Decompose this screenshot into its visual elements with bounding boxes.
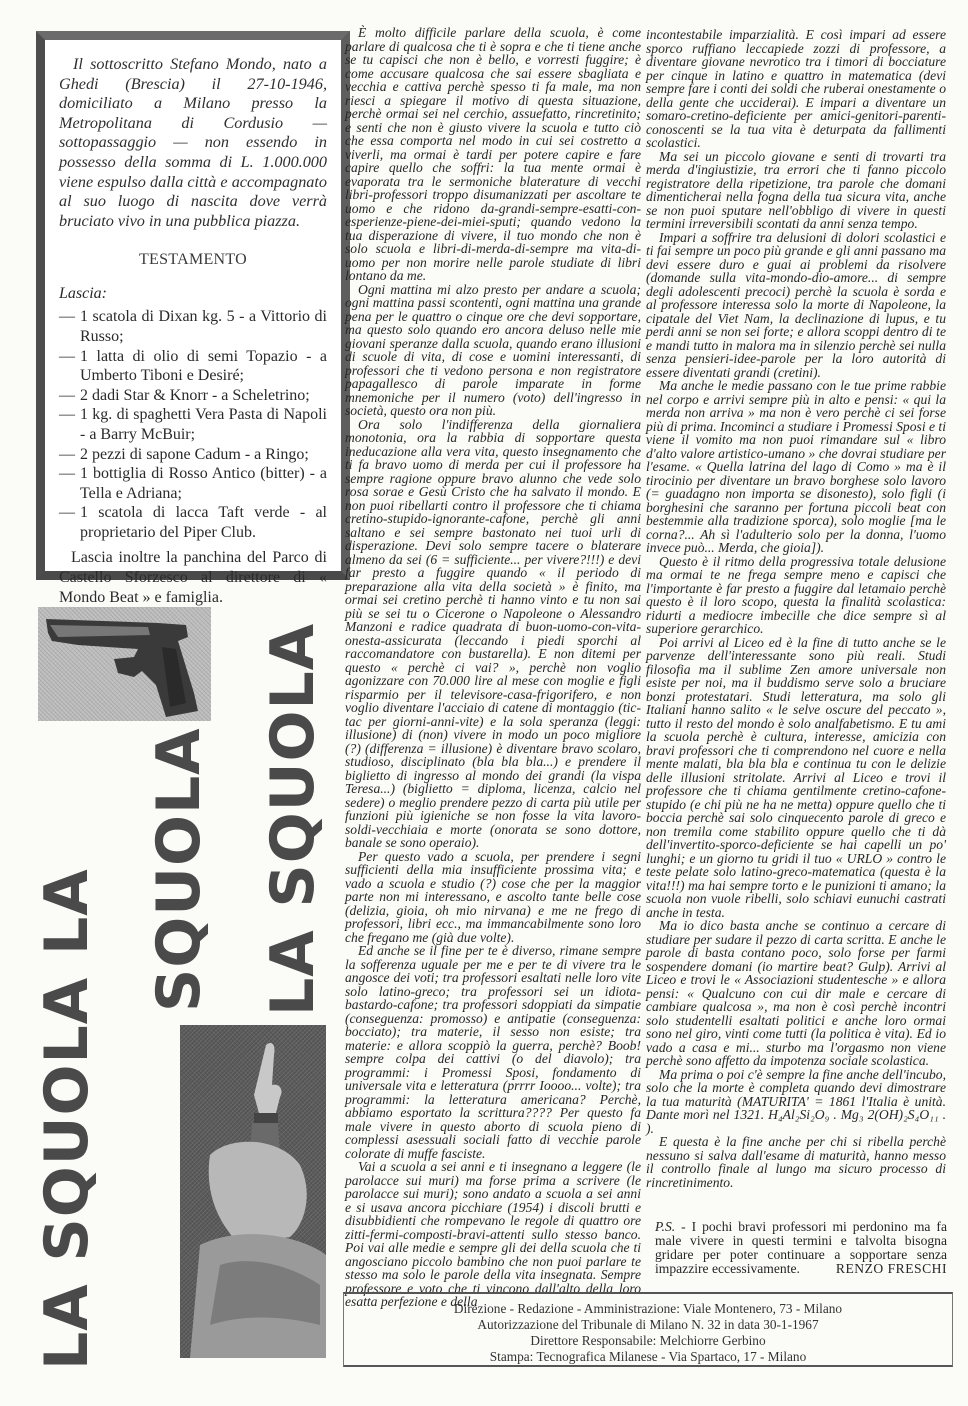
article-column-b [646, 28, 946, 1189]
article-paragraph: Ma anche le medie passano con le tue prime rabbie nel corpo e arrivi sempre più in alto e pensi: « qui la merda non arriva » ma non è vero perchè ci sei forse più di prima. Incominci a studiare i Promessi Sposi e ti viene il vomito ma non puoi rimandare sul « libro d'alto valore artistico-umano » che dovrai studiare per l'esame. « Quella latrina del lago di Como » ma è il tirocinio per diventare un bravo borghese solo lavoro (= guadagno non importa se disonesto), solo figli (i borghesini che saranno per fortuna piccoli beat con bestemmie alla tradizione sporca), solo moglie [ma le corna?... Ah sì l'adulterio solo per la donna, l'uomo invece può... Merda, che gioia]). [646, 378, 946, 555]
article-paragraph: Per questo vado a scuola, per prendere i segni sufficienti della mia insufficiente prossima vita; e vado a scuola e studio (?) cose che per la maggior parte non mi interessano, e ascolto tante belle cose (delizia, gioia, oh mio nirvana) e me ne frego di professori, libri ecc., ma immancabilmente sono loro che fregano me (già due volte). [345, 848, 641, 945]
bequest-item: — 1 scatola di lacca Taft verde - al proprietario del Piper Club. [59, 504, 327, 541]
article-paragraph: Ora solo l'indifferenza della giornaliera monotonia, ora la rabbia di sopportare questa ineducazione alla vera vita, questo insegnamento che ti fa bravo uomo di merda per cui il professore ha sempre ragione oppure bravo alunno che vede solo rosa sorae e Gesù Cristo che ha salvato il mondo. E non puoi ribellarti contro il professore che ti chiama cretino-stupido-ignorante-cafone, perchè gli anni saltano e sei sempre bastonato nei tuoi urli di disperazione. Devi solo sempre tacere o blaterare almeno da sei (6 = sufficiente... per vivere?!!!) e devi far presto a fuggire quando « il periodo di preparazione alla vita della società » è finito, ma ormai sei cretino perchè ti hanno vinto e tu non sai più se sei tu o Cicerone o Napoleone o Alessandro Manzoni e radice quadrata di buon-uomo-con-vita-onesta-assicurata (leccando i piedi sporchi al raccomandatore con bustarella). E non ditemi per questo « perchè ci vai? », perchè non voglio agonizzare con 70.000 lire al mese con moglie e figli risparmio per il televisore-casa-frigorifero, e non voglio diventare l'acciaio di catene di montaggio (tic-tac per giorni-anni-vite) e la sola speranza (leggi: illusione) di (non) vivere in modo un poco migliore (?) (differenza = illusione) è diventare bravo scolaro, studioso, disciplinato (bla bla bla...) e prendere il biglietto di ingresso al mondo dei grandi (la vispa Teresa...) (biglietto = diploma, licenza, calcio nel sedere) o meglio prendere pezzo di carta più utile per funzioni più igieniche se non fosse la vita lavoro-soldi-vecchiaia e morte (onorata se sono dottore, banale se sono operaio). [345, 416, 641, 850]
testament-outro: Lascia inoltre la panchina del Parco di Castello Sforzesco al direttore di « Mondo Beat » e famiglia. [59, 549, 327, 606]
bequest-list [59, 307, 327, 542]
article-paragraph: Ma io dico basta anche se continuo a cercare di studiare per sudare il pezzo di carta scritta. E anche le parole di basta contano poco, solo forse per farmi sospendere domani (io martire beat? Gulp). Arrivi al Liceo e trovi le « Associazioni studentesche » e allora pensi: « Qualcuno con cui dir male e cercare di cambiare qualcosa », ma non è così perchè incontri solo studentelli esaltati politici e anche loro ormai sono nel giro, vinti come tutti (la politica è vita). Ed io vado a casa e mi... sturbo ma l'orgasmo non viene perchè sono affetto da impotenza sociale scolastica. [646, 918, 946, 1068]
bequest-item: — 1 bottiglia di Rosso Antico (bitter) - a Tella e Adriana; [59, 465, 327, 502]
colophon-address: Direzione - Redazione - Amministrazione: Viale Montenero, 73 - Milano [453, 1301, 843, 1316]
colophon-box [343, 1292, 953, 1367]
headline-vertical-2: SQUOLA [144, 727, 214, 1012]
ps-text: - I pochi bravi professori mi perdonino ma fa male vivere in questi termini e talvolta bisogna gridare per poter continuare a sopportare senza impazzire eccessivamente. [655, 1219, 947, 1276]
classroom-photo [180, 1025, 326, 1358]
bequest-item: — 1 scatola di Dixan kg. 5 - a Vittorio di Russo; [59, 308, 327, 345]
article-paragraph: È molto difficile parlare della scuola, è come parlare di qualcosa che ti è sopra e che ti tiene anche se tu capisci che non è bello, e vorresti fuggire; è come accusare qualcosa che sai essere sbagliata e vecchia e cattiva perchè spesso ti fa male, ma non riesci a spiegare il motivo di questa situazione, perchè ormai sei nel cerchio, assuefatto, rincretinito; e senti che non è giusto vivere la scuola e tutto ciò che essa comporta nel modo in cui sei costretto a viverli, ma ormai è tardi per potere capire e fare capire quello che soffri: la tua mente ormai è evaporata tra le sermoniche blaterature di vecchi libri-professori troppo disumanizzati per ascoltare te uomo e che ridono da-grandi-sempre-esatti-con-esperienze-piene-dei-miei-sputi; quando vedono la tua disperazione di vivere, il tuo mondo che non è solo scuola e libri-di-merda-di-sempre ma vita-di-uomo per non morire nelle parole studiate di libri lontano da me. [345, 25, 641, 283]
testament-box [36, 31, 350, 606]
headline-vertical-1: LA SQUOLA LA [32, 868, 102, 1370]
ps-label: P.S. [655, 1219, 676, 1234]
article-paragraph: Impari a soffrire tra delusioni di dolori scolastici e ti fai sempre un poco più grande e gli anni passano ma devi essere duro e guai ai problemi da risolvere (domande sulla vita-mondo-dio-amore... di sempre degli adolescenti precoci) perchè la scuola è sorda e al professore interessa solo la morte di Napoleone, la cipatale del Viet Nam, la declinazione di lupus, e tu perdi anni se non sei forte; e allora scoppi dentro di te e mandi tutto in malora ma in silenzio perchè sei nulla senza pensieri-idee-parole per la loro autorità di essere diventati grandi (cretini). [646, 229, 946, 380]
colophon-authorization: Autorizzazione del Tribunale di Milano N. 32 in data 30-1-1967 [477, 1317, 819, 1332]
article-paragraph: Ogni mattina mi alzo presto per andare a scuola; ogni mattina passi scontenti, ogni mattina una grande pena per le quattro o cinque ore che devi sopportare, ma questo solo quando ero ancora deluso nelle mie giovani speranze dalla scuola, quando erano illusioni di scuole di vita, di cose e uomini interessanti, di professori che ti vedono persona e non registratore papagallesco di parole imparate in forme mnemoniche per il numero (voto) dell'ingresso in società, questo ora non più. [345, 281, 641, 418]
article-paragraph: E questa è la fine anche per chi si ribella perchè nessuno si salva dall'esame di maturità, hanno messo il controllo finale al lungo ma sicuro processo di rincretinimento. [646, 1134, 946, 1190]
colophon-director: Direttore Responsabile: Melchiorre Gerbino [530, 1333, 766, 1348]
colophon-printer: Stampa: Tecnografica Milanese - Via Spartaco, 17 - Milano [489, 1349, 807, 1364]
article-paragraph: Ma sei un piccolo giovane e senti di trovarti tra merda d'ingiustizie, tra errori che ti fanno piccolo registratore della ripetizione, tra parole che domani dimenticherai nella fogna della tua sicura vita, anche se non puoi sputare nell'obbligo di vivere in questi termini irreversibili scontati da anni senza tempo. [646, 148, 946, 231]
article-column-a [345, 26, 641, 1309]
headline-vertical-3: LA SQUOLA [258, 622, 328, 1016]
bequest-item: — 1 latta di olio di semi Topazio - a Umberto Tiboni e Desiré; [59, 347, 327, 385]
article-paragraph: Ed anche se il fine per te è diverso, rimane sempre la sofferenza uguale per me e per te di vivere tra le angosce dei voti; tra professori esaltati nelle loro vite solo latino-greco; tra professori sei un idiota-bastardo-cafone; tra professori sdoppiati da simpatie (conseguenza: promosso) e antipatie (conseguenza: bocciato); tra materie, il sesso non esiste; tra materie: e allora scoppiò la guerra, perchè? Boob! sempre colpa dei cattivi (o del diavolo); tra programmi: i Promessi Sposi, fondamento di universale vita e letteratura (prrrr Ioooo... volte); tra programmi: la letteratura americana? Perchè, abbiamo esportato la scrittura???? Per questo fa male vivere in questo aborto di scuola pieno di complessi asessuali sociali fatto di vecchie parole colorate di muffe fasciste. [345, 943, 641, 1161]
article-paragraph: Questo è il ritmo della progressiva totale delusione ma ormai te ne frega sempre meno e capisci che l'importante è far presto a fuggire dal letamaio perchè questo è il loro scopo, questa la finalità scolastica: ridurti a mediocre imbecille che dice sempre sì al superiore gerarchico. [646, 553, 946, 636]
bequest-item: — 2 pezzi di sapone Cadum - a Ringo; [59, 445, 309, 463]
bequest-item: — 1 kg. di spaghetti Vera Pasta di Napoli - a Barry McBuir; [59, 406, 327, 443]
bequest-item: — 2 dadi Star & Knorr - a Scheletrino; [59, 386, 310, 404]
article-paragraph: Poi arrivi al Liceo ed è la fine di tutto anche se le parvenze dell'interessante sono più reali. Studi filosofia ma il sublime Zen amore universale non esiste per noi, ma il buddismo serve solo a bruciare bonzi protestatari. Studi letteratura, ma solo gli Italiani hanno salito « le selve oscure del peccato », tutto il resto del mondo è solo analfabetismo. E tu ami la scuola perchè è cultura, interesse, amicizia con bravi professori che ti comprendono nel cuore e nella mente malati, bla bla bla e continua tu con le delizie delle illusioni stritolate. Arrivi al Liceo e trovi il professore che ti chiama gentilmente cretino-cafone-stupido (e chi più ne ha ne metta) oppure quello che ti boccia perchè sai solo cinquecento parole di greco e non tremila come stabilito oppure quello che ti dà dell'invertito-sporco-deficiente se hai capelli un po' lunghi; e un giorno tu gridi il tuo « URLO » contro le teste pelate solo latino-greco-matematica (questa è la vita!!!) ma hai sempre torto e le punizioni ti amano; la scuola non vuole ribelli, solo schiavi eunuchi castrati anche in testa. [646, 634, 946, 920]
article-paragraph: Vai a scuola a sei anni e ti insegnano a leggere (le parolacce sui muri) ma forse prima a scrivere (le parolacce sui muri); sono andato a scuola a sei anni e si usava ancora picchiare (1954) i discoli brutti e disubbidienti che rompevano le regole di quattro ore zitti-fermi-composti-bravi-attenti sullo stesso banco. Poi vai alle medie e sempre gli dei della scuola che ti angosciano piccolo bambino che non puoi parlare te stesso ma solo le parole della vita insegnata. Sempre professore e voto che ti vincono dall'alto della loro esatta perfezione e della [345, 1159, 641, 1309]
testament-title: TESTAMENTO [138, 251, 248, 269]
testament-lascia-label: Lascia: [59, 285, 107, 303]
raised-hand-student-icon [180, 1025, 326, 1358]
testament-intro: Il sottoscritto Stefano Mondo, nato a Ghedi (Brescia) il 27-10-1946, domiciliato a Milano presso la Metropolitana di Cordusio — sottopassaggio — non essendo in possesso della somma di L. 1.000.000 viene espulso dalla città e accompagnato al suo luogo di nascita dove verrà bruciato vivo in una pubblica piazza. [59, 55, 327, 230]
article-paragraph: Ma prima o poi c'è sempre la fine anche dell'incubo, solo che la morte è completa quando devi dimostrare la tua maturità (MATURITA' = 1861 l'Italia è unità. Dante morì nel 1321. H₄Al₂Si₂O₉ . Mg₃ 2(OH)₂S₄O₁₁ . ). [646, 1066, 946, 1136]
article-paragraph: incontestabile imparzialità. E così impari ad essere sporco ruffiano leccapiede zozzi di professore, a diventare giovane nevrotico tra i timori di bocciature per cinque in latino e quattro in matematica (devi sempre fare i conti dei soldi che ruberai onestamente o della gente che ucciderai). E impari a diventare un somaro-cretino-deficiente per amici-genitori-parenti-conoscenti se la tua vita è deturpata da fallimenti scolastici. [646, 27, 946, 150]
pistol-photo [38, 607, 211, 721]
pistol-icon [38, 607, 211, 721]
author-signature: RENZO FRESCHI [835, 1261, 947, 1276]
postscript [655, 1220, 947, 1276]
